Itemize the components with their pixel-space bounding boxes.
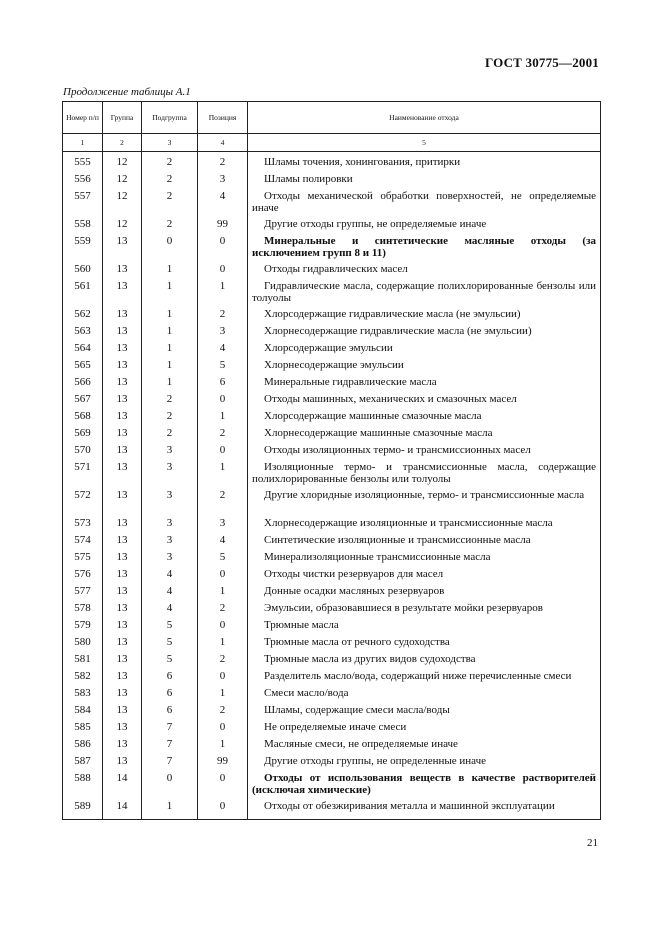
row-number: 560 — [63, 261, 103, 278]
waste-name — [248, 685, 601, 702]
table-row — [63, 753, 601, 770]
waste-name — [248, 753, 601, 770]
table-row — [63, 634, 601, 651]
position-code: 0 — [198, 798, 248, 820]
position-code: 99 — [198, 216, 248, 233]
waste-name — [248, 306, 601, 323]
waste-name-text: Шламы точения, хонингования, притирки — [264, 156, 461, 168]
row-number: 580 — [63, 634, 103, 651]
position-code: 5 — [198, 549, 248, 566]
group-code: 13 — [103, 702, 142, 719]
subgroup-code: 3 — [142, 549, 198, 566]
waste-name — [248, 617, 601, 634]
group-code: 13 — [103, 685, 142, 702]
subgroup-code: 3 — [142, 532, 198, 549]
group-code: 13 — [103, 719, 142, 736]
waste-name — [248, 442, 601, 459]
position-code: 6 — [198, 374, 248, 391]
subgroup-code: 2 — [142, 171, 198, 188]
group-code: 13 — [103, 583, 142, 600]
position-code: 1 — [198, 459, 248, 487]
row-number: 570 — [63, 442, 103, 459]
subgroup-code: 3 — [142, 459, 198, 487]
table-row — [63, 152, 601, 172]
position-code: 99 — [198, 753, 248, 770]
group-code: 14 — [103, 770, 142, 798]
column-number: 1 — [63, 134, 103, 152]
row-number: 589 — [63, 798, 103, 820]
group-code: 13 — [103, 233, 142, 261]
position-code: 2 — [198, 306, 248, 323]
row-number: 568 — [63, 408, 103, 425]
subgroup-code: 2 — [142, 408, 198, 425]
row-number: 579 — [63, 617, 103, 634]
table-row — [63, 668, 601, 685]
position-code: 4 — [198, 340, 248, 357]
group-code: 13 — [103, 736, 142, 753]
group-code: 12 — [103, 171, 142, 188]
waste-name — [248, 736, 601, 753]
position-code: 0 — [198, 391, 248, 408]
group-code: 13 — [103, 391, 142, 408]
subgroup-code: 3 — [142, 442, 198, 459]
waste-name-text: Другие отходы группы, не определенные иначе — [264, 755, 487, 767]
subgroup-code: 1 — [142, 261, 198, 278]
waste-name-text: Отходы от обезжиривания металла и машинной эксплуатации — [264, 800, 555, 812]
row-number: 563 — [63, 323, 103, 340]
position-code: 2 — [198, 425, 248, 442]
waste-name-text: Трюмные масла — [264, 619, 339, 631]
waste-name — [248, 233, 601, 261]
group-code: 13 — [103, 549, 142, 566]
waste-name — [248, 487, 601, 515]
document-standard-number: ГОСТ 30775—2001 — [484, 55, 599, 70]
waste-name-text: Хлорсодержащие гидравлические масла (не эмульсии) — [264, 308, 521, 320]
row-number: 558 — [63, 216, 103, 233]
position-code: 1 — [198, 278, 248, 306]
waste-name — [248, 357, 601, 374]
waste-name-text: Трюмные масла из других видов судоходства — [264, 653, 476, 665]
table-row — [63, 583, 601, 600]
table-row — [63, 515, 601, 532]
row-number: 577 — [63, 583, 103, 600]
waste-name-text: Отходы изоляционных термо- и трансмиссионных масел — [264, 444, 531, 456]
group-code: 12 — [103, 152, 142, 172]
row-number: 572 — [63, 487, 103, 515]
table-row — [63, 798, 601, 820]
subgroup-code: 1 — [142, 323, 198, 340]
subgroup-code: 0 — [142, 233, 198, 261]
waste-name-text: Хлорнесодержащие гидравлические масла (не эмульсии) — [264, 325, 532, 337]
row-number: 584 — [63, 702, 103, 719]
group-code: 14 — [103, 798, 142, 820]
row-number: 562 — [63, 306, 103, 323]
row-number: 561 — [63, 278, 103, 306]
group-code: 13 — [103, 306, 142, 323]
table-row — [63, 566, 601, 583]
group-code: 13 — [103, 408, 142, 425]
subgroup-code: 1 — [142, 340, 198, 357]
table-row — [63, 442, 601, 459]
waste-name-text: Хлорнесодержащие машинные смазочные масла — [264, 427, 493, 439]
table-row — [63, 323, 601, 340]
group-code: 13 — [103, 340, 142, 357]
subgroup-code: 7 — [142, 736, 198, 753]
table-row — [63, 374, 601, 391]
position-code: 1 — [198, 408, 248, 425]
table-header-row — [63, 102, 601, 134]
table-row — [63, 600, 601, 617]
subgroup-code: 5 — [142, 651, 198, 668]
group-code: 12 — [103, 216, 142, 233]
waste-name-text: Минеральные и синтетические масляные отходы (за исключением групп 8 и 11) — [252, 235, 596, 259]
table-body — [63, 152, 601, 820]
position-code: 0 — [198, 233, 248, 261]
table-row — [63, 425, 601, 442]
table-row — [63, 736, 601, 753]
position-code: 3 — [198, 171, 248, 188]
row-number: 564 — [63, 340, 103, 357]
waste-name-text: Хлорсодержащие эмульсии — [264, 342, 393, 354]
row-number: 581 — [63, 651, 103, 668]
table-row — [63, 651, 601, 668]
waste-name-text: Изоляционные термо- и трансмиссионные масла, содержащие полихлорированные бензолы или толуолы — [252, 461, 596, 485]
position-code: 0 — [198, 442, 248, 459]
column-header-group: Группа — [103, 102, 142, 134]
waste-name-text: Шламы, содержащие смеси масла/воды — [264, 704, 450, 716]
row-number: 559 — [63, 233, 103, 261]
waste-name — [248, 459, 601, 487]
waste-name — [248, 374, 601, 391]
waste-name-text: Донные осадки масляных резервуаров — [264, 585, 445, 597]
waste-name-text: Хлорнесодержащие эмульсии — [264, 359, 404, 371]
row-number: 582 — [63, 668, 103, 685]
table-row — [63, 617, 601, 634]
row-number: 557 — [63, 188, 103, 216]
column-header-number: Номер п/п — [63, 102, 103, 134]
subgroup-code: 7 — [142, 753, 198, 770]
waste-name-text: Шламы полировки — [264, 173, 353, 185]
waste-name-text: Разделитель масло/вода, содержащий ниже перечисленные смеси — [264, 670, 572, 682]
position-code: 3 — [198, 515, 248, 532]
row-number: 555 — [63, 152, 103, 172]
row-number: 575 — [63, 549, 103, 566]
row-number: 578 — [63, 600, 103, 617]
table-row — [63, 719, 601, 736]
group-code: 13 — [103, 753, 142, 770]
waste-name-text: Хлорнесодержащие изоляционные и трансмиссионные масла — [264, 517, 553, 529]
row-number: 573 — [63, 515, 103, 532]
column-number: 2 — [103, 134, 142, 152]
subgroup-code: 1 — [142, 306, 198, 323]
waste-name — [248, 278, 601, 306]
subgroup-code: 4 — [142, 566, 198, 583]
subgroup-code: 3 — [142, 515, 198, 532]
row-number: 566 — [63, 374, 103, 391]
group-code: 13 — [103, 566, 142, 583]
position-code: 0 — [198, 566, 248, 583]
table-row — [63, 233, 601, 261]
waste-name — [248, 651, 601, 668]
position-code: 0 — [198, 261, 248, 278]
waste-name-text: Отходы чистки резервуаров для масел — [264, 568, 444, 580]
table-row — [63, 306, 601, 323]
waste-name-text: Смеси масло/вода — [264, 687, 349, 699]
row-number: 583 — [63, 685, 103, 702]
table-row — [63, 261, 601, 278]
group-code: 13 — [103, 668, 142, 685]
waste-name — [248, 702, 601, 719]
group-code: 13 — [103, 515, 142, 532]
subgroup-code: 1 — [142, 357, 198, 374]
column-number-row — [63, 134, 601, 152]
waste-name-text: Не определяемые иначе смеси — [264, 721, 407, 733]
waste-name — [248, 668, 601, 685]
waste-name — [248, 532, 601, 549]
row-number: 576 — [63, 566, 103, 583]
waste-name — [248, 340, 601, 357]
position-code: 2 — [198, 651, 248, 668]
column-number: 4 — [198, 134, 248, 152]
position-code: 1 — [198, 583, 248, 600]
position-code: 2 — [198, 152, 248, 172]
subgroup-code: 7 — [142, 719, 198, 736]
waste-name — [248, 261, 601, 278]
subgroup-code: 4 — [142, 600, 198, 617]
table-row — [63, 702, 601, 719]
row-number: 586 — [63, 736, 103, 753]
waste-name — [248, 600, 601, 617]
position-code: 2 — [198, 702, 248, 719]
subgroup-code: 5 — [142, 634, 198, 651]
waste-name-text: Минеральные гидравлические масла — [264, 376, 437, 388]
group-code: 13 — [103, 600, 142, 617]
position-code: 5 — [198, 357, 248, 374]
subgroup-code: 4 — [142, 583, 198, 600]
waste-name-text: Гидравлические масла, содержащие полихлорированные бензолы или толуолы — [252, 280, 596, 304]
subgroup-code: 2 — [142, 188, 198, 216]
group-code: 13 — [103, 261, 142, 278]
waste-name — [248, 408, 601, 425]
table-row — [63, 391, 601, 408]
column-header-subgroup: Подгруппа — [142, 102, 198, 134]
group-code: 12 — [103, 188, 142, 216]
row-number: 567 — [63, 391, 103, 408]
waste-name-text: Хлорсодержащие машинные смазочные масла — [264, 410, 482, 422]
row-number: 574 — [63, 532, 103, 549]
table-row — [63, 171, 601, 188]
table-row — [63, 770, 601, 798]
column-header-position: Позиция — [198, 102, 248, 134]
waste-name-text: Другие отходы группы, не определяемые иначе — [264, 218, 487, 230]
group-code: 13 — [103, 459, 142, 487]
waste-name — [248, 188, 601, 216]
page-number: 21 — [587, 837, 598, 849]
waste-name — [248, 798, 601, 820]
group-code: 13 — [103, 442, 142, 459]
table-row — [63, 487, 601, 515]
waste-name-text: Отходы механической обработки поверхностей, не определяемые иначе — [252, 190, 596, 214]
waste-name-text: Трюмные масла от речного судоходства — [264, 636, 450, 648]
position-code: 0 — [198, 668, 248, 685]
position-code: 3 — [198, 323, 248, 340]
waste-name-text: Другие хлоридные изоляционные, термо- и трансмиссионные масла — [264, 489, 585, 501]
subgroup-code: 2 — [142, 425, 198, 442]
position-code: 2 — [198, 487, 248, 515]
row-number: 569 — [63, 425, 103, 442]
position-code: 2 — [198, 600, 248, 617]
position-code: 4 — [198, 532, 248, 549]
waste-name — [248, 171, 601, 188]
waste-name — [248, 583, 601, 600]
group-code: 13 — [103, 323, 142, 340]
table-row — [63, 685, 601, 702]
table-row — [63, 278, 601, 306]
waste-name — [248, 152, 601, 172]
subgroup-code: 3 — [142, 487, 198, 515]
group-code: 13 — [103, 487, 142, 515]
table-caption: Продолжение таблицы А.1 — [63, 86, 191, 98]
column-header-waste-name: Наименование отхода — [248, 102, 601, 134]
row-number: 565 — [63, 357, 103, 374]
position-code: 0 — [198, 770, 248, 798]
position-code: 0 — [198, 719, 248, 736]
position-code: 4 — [198, 188, 248, 216]
table-row — [63, 459, 601, 487]
row-number: 587 — [63, 753, 103, 770]
row-number: 571 — [63, 459, 103, 487]
table-row — [63, 340, 601, 357]
column-number: 3 — [142, 134, 198, 152]
waste-name — [248, 566, 601, 583]
subgroup-code: 0 — [142, 770, 198, 798]
waste-name-text: Отходы гидравлических масел — [264, 263, 408, 275]
group-code: 13 — [103, 617, 142, 634]
table-row — [63, 408, 601, 425]
waste-name-text: Минерализоляционные трансмиссионные масла — [264, 551, 491, 563]
waste-name — [248, 216, 601, 233]
subgroup-code: 6 — [142, 685, 198, 702]
group-code: 13 — [103, 374, 142, 391]
waste-name-text: Синтетические изоляционные и трансмиссионные масла — [264, 534, 531, 546]
waste-name-text: Отходы от использования веществ в качестве растворителей (исключая химические) — [252, 772, 596, 796]
waste-name — [248, 770, 601, 798]
group-code: 13 — [103, 425, 142, 442]
subgroup-code: 1 — [142, 798, 198, 820]
waste-name — [248, 634, 601, 651]
position-code: 1 — [198, 736, 248, 753]
subgroup-code: 2 — [142, 152, 198, 172]
subgroup-code: 6 — [142, 668, 198, 685]
subgroup-code: 2 — [142, 216, 198, 233]
waste-name — [248, 719, 601, 736]
subgroup-code: 1 — [142, 278, 198, 306]
subgroup-code: 5 — [142, 617, 198, 634]
table-row — [63, 357, 601, 374]
subgroup-code: 6 — [142, 702, 198, 719]
waste-name — [248, 323, 601, 340]
waste-name-text: Масляные смеси, не определяемые иначе — [264, 738, 458, 750]
group-code: 13 — [103, 357, 142, 374]
waste-name — [248, 425, 601, 442]
table-row — [63, 216, 601, 233]
table-row — [63, 188, 601, 216]
position-code: 0 — [198, 617, 248, 634]
column-number: 5 — [248, 134, 601, 152]
group-code: 13 — [103, 634, 142, 651]
waste-name — [248, 515, 601, 532]
waste-name-text: Отходы машинных, механических и смазочных масел — [264, 393, 517, 405]
waste-name — [248, 549, 601, 566]
waste-classification-table — [62, 101, 601, 820]
group-code: 13 — [103, 651, 142, 668]
table-row — [63, 549, 601, 566]
row-number: 556 — [63, 171, 103, 188]
subgroup-code: 2 — [142, 391, 198, 408]
group-code: 13 — [103, 532, 142, 549]
group-code: 13 — [103, 278, 142, 306]
table-row — [63, 532, 601, 549]
subgroup-code: 1 — [142, 374, 198, 391]
waste-name — [248, 391, 601, 408]
position-code: 1 — [198, 634, 248, 651]
waste-name-text: Эмульсии, образовавшиеся в результате мойки резервуаров — [264, 602, 543, 614]
row-number: 588 — [63, 770, 103, 798]
row-number: 585 — [63, 719, 103, 736]
position-code: 1 — [198, 685, 248, 702]
